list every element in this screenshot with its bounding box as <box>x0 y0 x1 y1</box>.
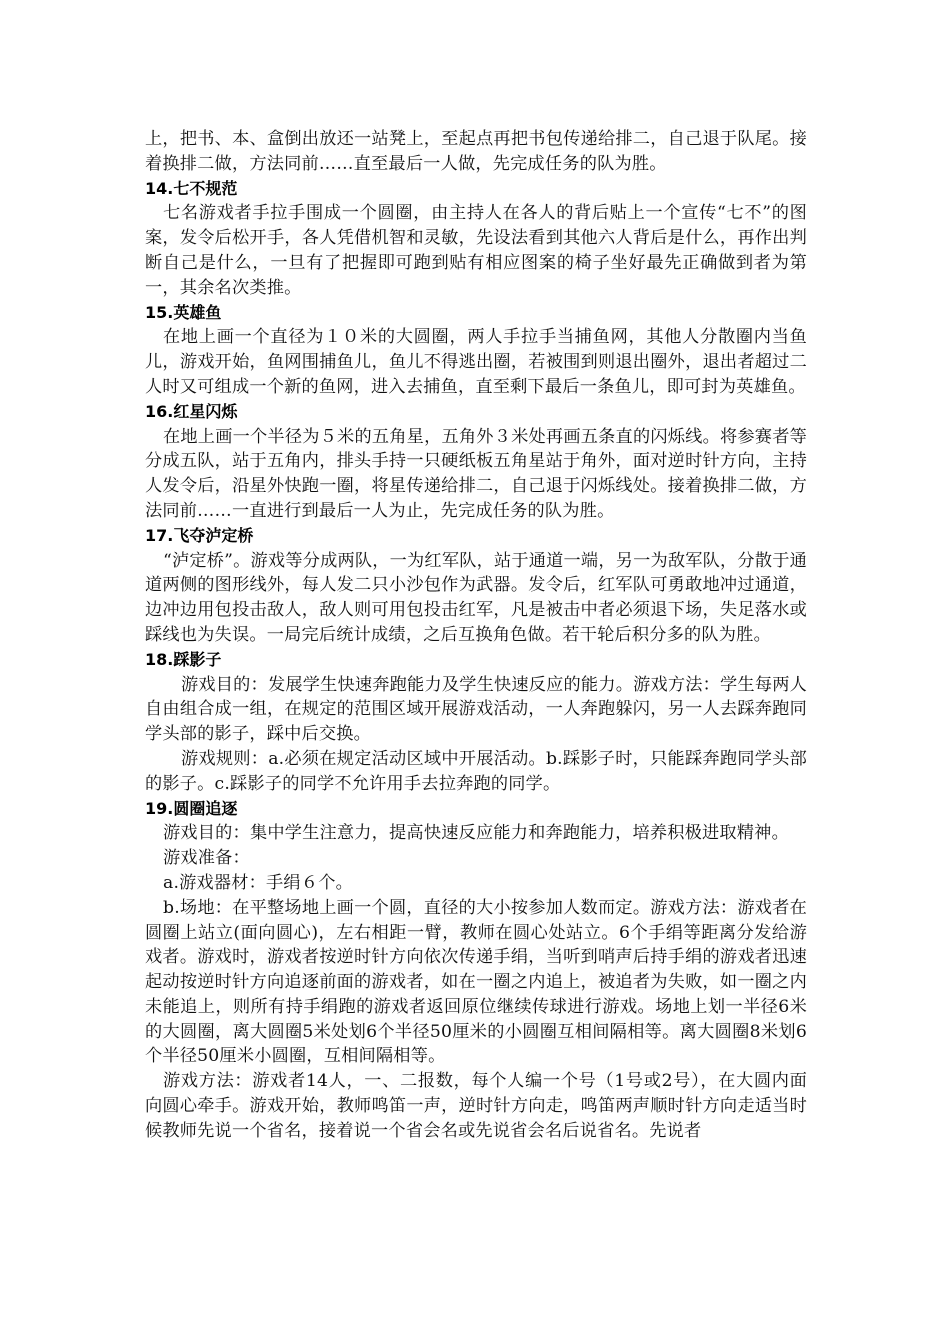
paragraph: 上，把书、本、盒倒出放还一站凳上，至起点再把书包传递给排二，自己退于队尾。接着换排二做，方法同前……直至最后一人做，先完成任务的队为胜。 <box>145 129 807 174</box>
paragraph: 游戏目的：发展学生快速奔跑能力及学生快速反应的能力。游戏方法：学生每两人自由组合成一组，在规定的范围区域开展游戏活动，一人奔跑躲闪，另一人去踩奔跑同学头部的影子，踩中后交换。 <box>145 674 807 745</box>
section-heading: 14.七不规范 <box>145 178 238 198</box>
paragraph: 游戏准备： <box>163 848 250 869</box>
paragraph: 游戏规则：a.必须在规定活动区域中开展活动。b.踩影子时，只能踩奔跑同学头部的影子。c.踩影子的同学不允许用手去拉奔跑的同学。 <box>145 748 807 794</box>
paragraph: 在地上画一个直径为１０米的大圆圈，两人手拉手当捕鱼网，其他人分散圈内当鱼儿，游戏开始，鱼网围捕鱼儿，鱼儿不得逃出圈，若被围到则退出圈外，退出者超过二人时又可组成一个新的鱼网，进入去捕鱼，直至剩下最后一条鱼儿，即可封为英雄鱼。 <box>145 327 807 397</box>
paragraph: a.游戏器材：手绢６个。 <box>163 872 353 893</box>
document-page <box>145 127 807 1144</box>
section-heading: 15.英雄鱼 <box>145 302 222 322</box>
paragraph: 七名游戏者手拉手围成一个圆圈，由主持人在各人的背后贴上一个宣传“七不”的图案，发令后松开手，各人凭借机智和灵敏，先设法看到其他六人背后是什么，再作出判断自己是什么，一旦有了把握即可跑到贴有相应图案的椅子坐好最先正确做到者为第一，其余名次类推。 <box>145 203 807 298</box>
section-heading: 17.飞夺泸定桥 <box>145 525 254 545</box>
section-heading: 18.踩影子 <box>145 649 222 669</box>
paragraph: 游戏目的：集中学生注意力，提高快速反应能力和奔跑能力，培养积极进取精神。 <box>163 823 789 844</box>
paragraph: “泸定桥”。游戏等分成两队，一为红军队，站于通道一端，另一为敌军队，分散于通道两侧的图形线外，每人发二只小沙包作为武器。发令后，红军队可勇敢地冲过通道，边冲边用包投击敌人，敌人则可用包投击红军，凡是被击中者必须退下场，失足落水或踩线也为失误。一局完后统计成绩，之后互换角色做。若干轮后积分多的队为胜。 <box>145 550 807 645</box>
paragraph: 在地上画一个半径为５米的五角星，五角外３米处再画五条直的闪烁线。将参赛者等分成五队，站于五角内，排头手持一只硬纸板五角星站于角外，面对逆时针方向，主持人发令后，沿星外快跑一圈，将星传递给排二，自己退于闪烁线处。接着换排二做，方法同前……一直进行到最后一人为止，先完成任务的队为胜。 <box>145 426 807 521</box>
paragraph: 游戏方法：游戏者14人，一、二报数，每个人编一个号（1号或2号），在大圆内面向圆心牵手。游戏开始，教师鸣笛一声，逆时针方向走，鸣笛两声顺时针方向走适当时候教师先说一个省名，接着说一个省会名或先说省会名后说省名。先说者 <box>145 1071 807 1141</box>
section-heading: 16.红星闪烁 <box>145 401 238 421</box>
section-heading: 19.圆圈追逐 <box>145 798 238 818</box>
paragraph: b.场地：在平整场地上画一个圆，直径的大小按参加人数而定。游戏方法：游戏者在圆圈上站立(面向圆心)，左右相距一臂，教师在圆心处站立。6个手绢等距离分发给游戏者。游戏时，游戏者按逆时针方向依次传递手绢，当听到哨声后持手绢的游戏者迅速起动按逆时针方向追逐前面的游戏者，如在一圈之内追上，被追者为失败，如一圈之内未能追上，则所有持手绢跑的游戏者返回原位继续传球进行游戏。场地上划一半径6米的大圆圈，离大圆圈5米处划6个半径50厘米的小圆圈互相间隔相等。离大圆圈8米划6个半径50厘米小圆圈，互相间隔相等。 <box>145 897 807 1067</box>
